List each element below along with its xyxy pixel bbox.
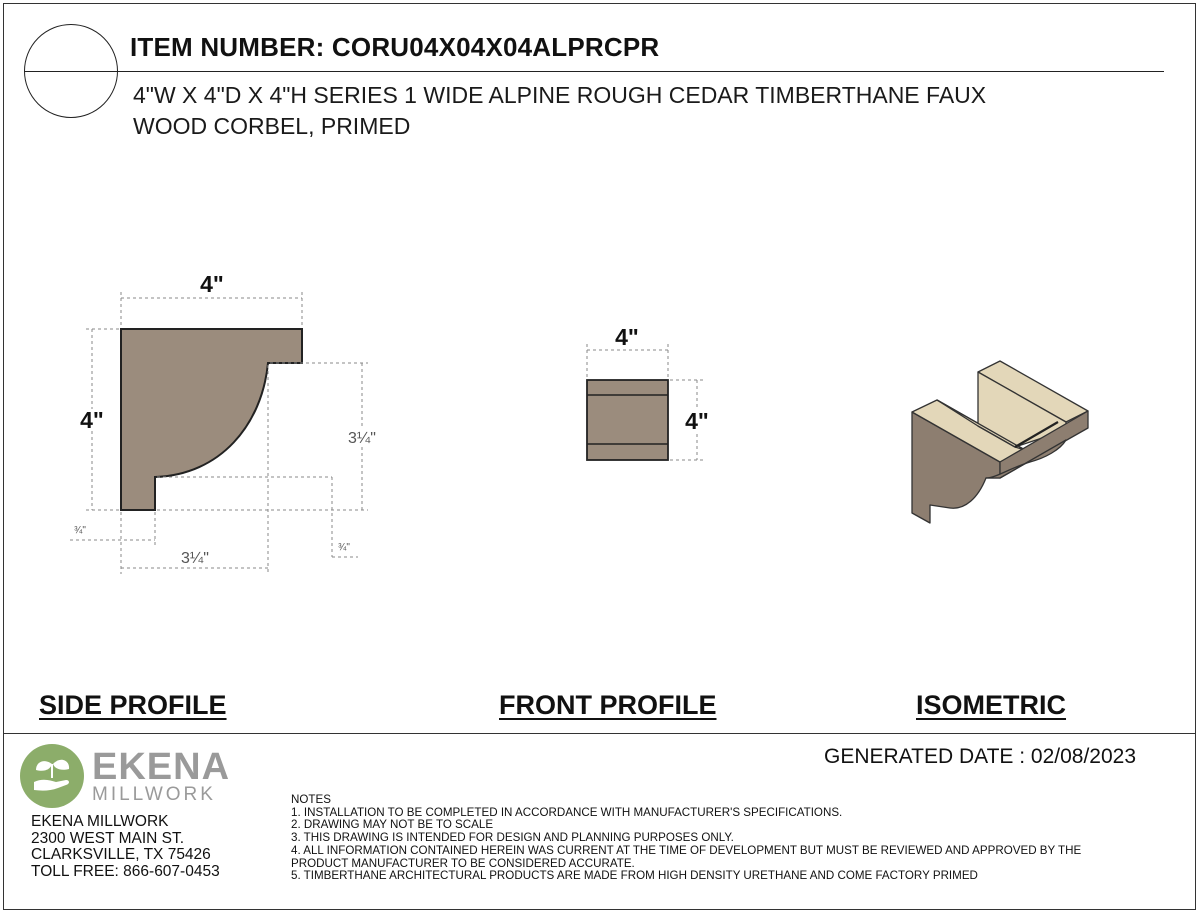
notes-block [291,794,1181,883]
description-line-1: 4"W X 4"D X 4"H SERIES 1 WIDE ALPINE ROUGH CEDAR TIMBERTHANE FAUX [133,82,987,108]
brand-name: EKENA [92,746,231,788]
item-number: ITEM NUMBER: CORU04X04X04ALPRCPR [130,32,660,62]
company-info [31,814,220,880]
side-foot-height-label: ¾" [338,542,350,553]
note-item: 3. THIS DRAWING IS INTENDED FOR DESIGN AND PLANNING PURPOSES ONLY. [291,831,734,845]
isometric-drawing [912,361,1088,523]
notes-title: NOTES [291,793,331,806]
phone-number: TOLL FREE: 866-607-0453 [31,862,220,880]
front-profile-shape [587,380,668,460]
note-item: 2. DRAWING MAY NOT BE TO SCALE [291,818,494,832]
note-item: PRODUCT MANUFACTURER TO BE CONSIDERED ACCURATE. [291,856,635,870]
company-name: EKENA MILLWORK [31,813,169,830]
side-height-label: 4" [80,407,104,433]
address-line-2: CLARKSVILLE, TX 75426 [31,846,211,863]
address-line-1: 2300 WEST MAIN ST. [31,829,185,847]
side-profile-shape [121,329,302,510]
front-width-label: 4" [615,324,639,350]
side-profile-drawing [70,271,376,574]
brand-sub: MILLWORK [92,784,216,805]
logo-glyph [20,744,84,808]
footer-divider [3,733,1196,734]
side-inner-height-label: 3¼" [348,430,376,447]
leaf-hand-icon [20,744,84,808]
note-item: 4. ALL INFORMATION CONTAINED HEREIN WAS CURRENT AT THE TIME OF DEVELOPMENT BUT MUST BE REVIEWED AND APPROVED BY THE [291,843,1082,857]
front-profile-label: FRONT PROFILE [499,690,717,720]
isometric-label: ISOMETRIC [916,690,1067,720]
front-height-label: 4" [685,408,709,434]
side-width-label: 4" [200,271,224,297]
generated-date: GENERATED DATE : 02/08/2023 [824,745,1137,768]
side-inner-width-label: 3¼" [181,550,209,567]
note-item: 5. TIMBERTHANE ARCHITECTURAL PRODUCTS ARE MADE FROM HIGH DENSITY URETHANE AND COME FACTORY PRIMED [291,869,978,883]
note-item: 1. INSTALLATION TO BE COMPLETED IN ACCORDANCE WITH MANUFACTURER'S SPECIFICATIONS. [291,805,843,819]
side-foot-width-label: ¾" [74,525,86,536]
front-profile-drawing [587,324,709,460]
side-profile-label: SIDE PROFILE [39,690,227,720]
description-line-2: WOOD CORBEL, PRIMED [133,113,411,139]
